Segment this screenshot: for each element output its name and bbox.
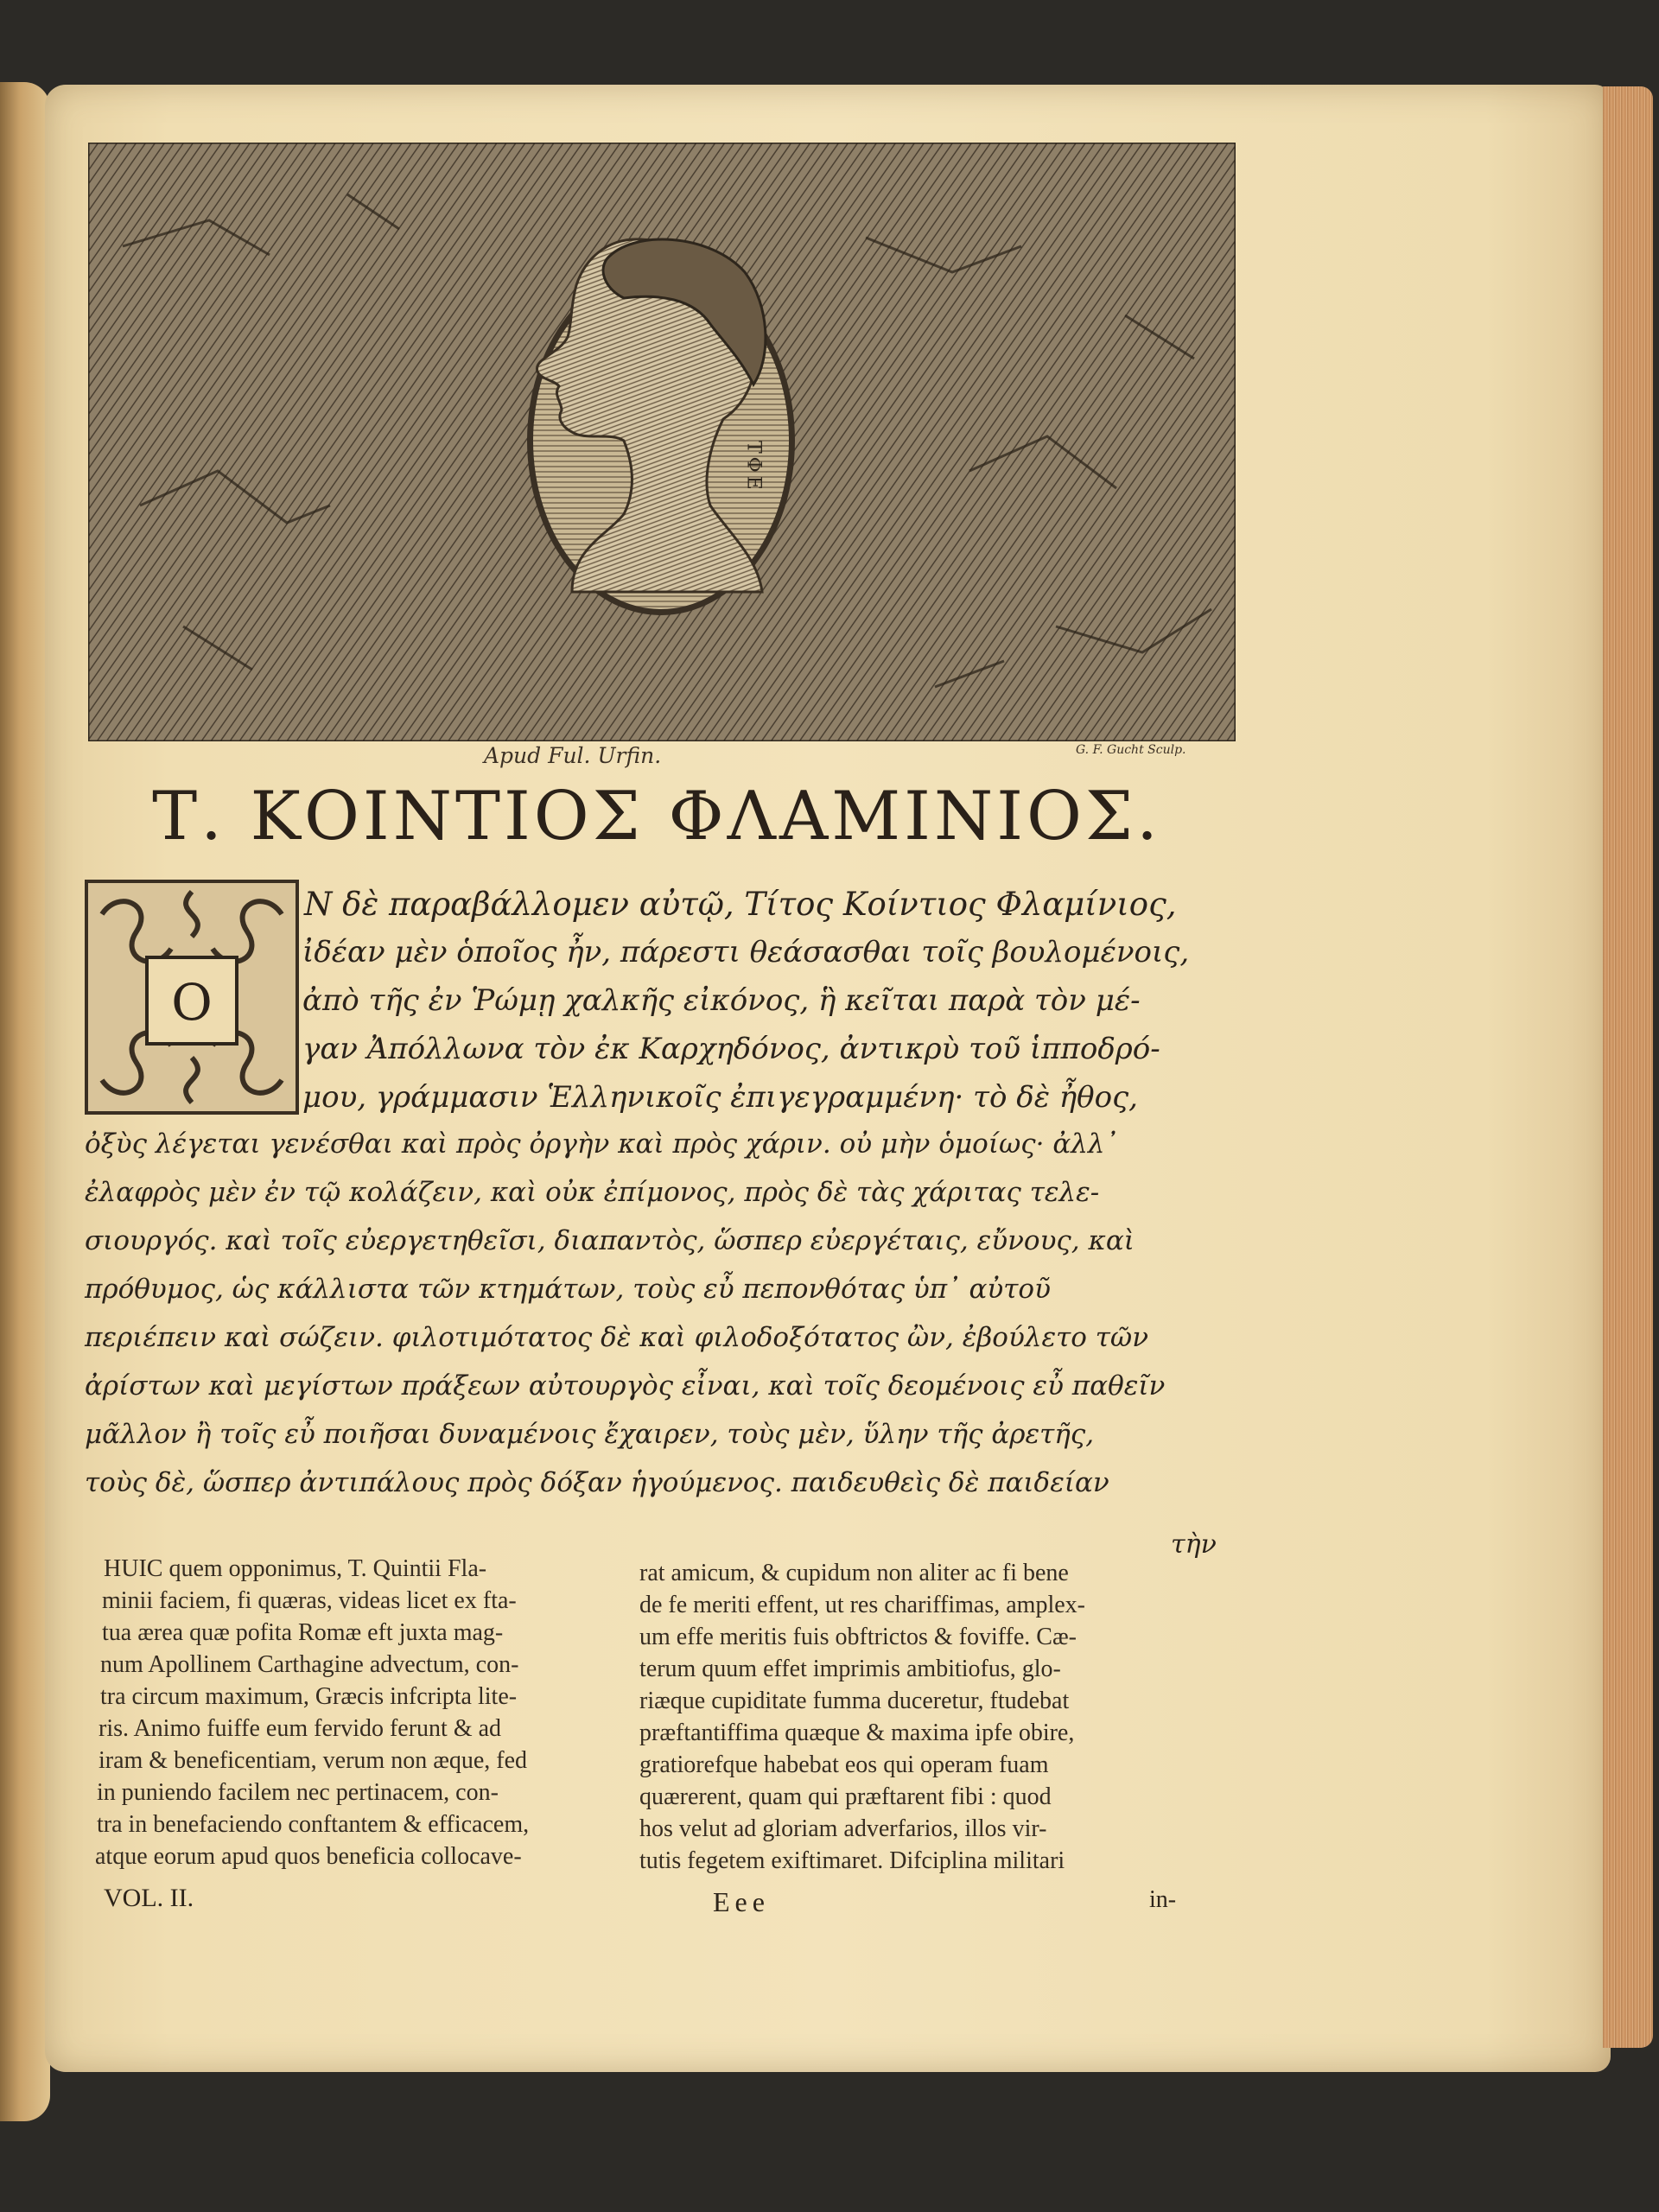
latin-line: tutis fegetem exiftimaret. Difciplina militari: [639, 1847, 1065, 1874]
latin-line: terum quum effet imprimis ambitiofus, glo-: [639, 1656, 1061, 1682]
latin-line: de fe meriti effent, ut res chariffimas, amplex-: [639, 1592, 1085, 1618]
latin-line: num Apollinem Carthagine advectum, con-: [100, 1651, 519, 1678]
greek-line: μου, γράμμασιν Ἑλληνικοῖς ἐπιγεγραμμένη· τὸ δὲ ἦθος,: [302, 1080, 1138, 1115]
greek-line: μᾶλλον ἢ τοῖς εὖ ποιῆσαι δυναμένοις ἔχαιρεν, τοὺς μὲν, ὕλην τῆς ἀρετῆς,: [85, 1419, 1095, 1450]
latin-line: quærerent, quam qui præftarent fibi : quod: [639, 1783, 1052, 1810]
volume-mark: VOL. II.: [104, 1884, 194, 1912]
greek-line: γαν Ἀπόλλωνα τὸν ἐκ Καρχηδόνος, ἀντικρὺ τοῦ ἱπποδρό-: [302, 1032, 1160, 1066]
greek-line: ἀρίστων καὶ μεγίστων πράξεων αὐτουργὸς εἶναι, καὶ τοῖς δεομένοις εὖ παθεῖν: [85, 1370, 1166, 1402]
greek-line: πρόθυμος, ὡς κάλλιστα τῶν κτημάτων, τοὺς εὖ πεπονθότας ὑπ᾽ αὐτοῦ: [85, 1274, 1051, 1305]
latin-line: tra in benefaciendo conftantem & efficacem,: [97, 1811, 530, 1838]
drop-cap-letter: O: [171, 973, 213, 1032]
greek-line: ἀπὸ τῆς ἐν Ῥώμῃ χαλκῆς εἰκόνος, ἣ κεῖται παρὰ τὸν μέ-: [302, 983, 1141, 1018]
latin-line: HUIC quem opponimus, T. Quintii Fla-: [104, 1555, 487, 1582]
page-title: Τ. ΚΟΙΝΤΙΟΣ ΦΛΑΜΙΝΙΟΣ.: [152, 778, 1161, 855]
engraving-caption-left: Apud Ful. Urfin.: [484, 743, 662, 768]
latin-line: tua ærea quæ pofita Romæ eft juxta mag-: [102, 1619, 504, 1646]
latin-line: um effe meritis fuis obftrictos & foviffe. Cæ-: [639, 1624, 1077, 1650]
latin-line: atque eorum apud quos beneficia collocave-: [95, 1843, 522, 1870]
latin-line: rat amicum, & cupidum non aliter ac fi bene: [639, 1560, 1069, 1586]
greek-line: Ν δὲ παραβάλλομεν αὐτῷ, Τίτος Κοίντιος Φλαμίνιος,: [304, 886, 1177, 923]
greek-line: περιέπειν καὶ σώζειν. φιλοτιμότατος δὲ καὶ φιλοδοξότατος ὢν, ἐβούλετο τῶν: [85, 1322, 1149, 1353]
latin-line: hos velut ad gloriam adverfarios, illos vir-: [639, 1815, 1047, 1842]
greek-line: ἰδέαν μὲν ὁποῖος ἦν, πάρεστι θεάσασθαι τοῖς βουλομένοις,: [302, 935, 1190, 969]
latin-line: præftantiffima quæque & maxima ipfe obire,: [639, 1719, 1075, 1746]
portrait-inscription: ΤΦΕ: [742, 441, 765, 493]
greek-line: σιουργός. καὶ τοῖς εὐεργετηθεῖσι, διαπαντὸς, ὥσπερ εὐεργέταις, εὔνους, καὶ: [85, 1225, 1135, 1256]
greek-catchword: τὴν: [1171, 1529, 1217, 1560]
greek-line: ἐλαφρὸς μὲν ἐν τῷ κολάζειν, καὶ οὐκ ἐπίμονος, πρὸς δὲ τὰς χάριτας τελε-: [85, 1177, 1100, 1208]
latin-line: minii faciem, fi quæras, videas licet ex fta-: [102, 1587, 517, 1614]
engraving-caption-right: G. F. Gucht Sculp.: [1076, 743, 1186, 757]
latin-line: gratiorefque habebat eos qui operam fuam: [639, 1751, 1049, 1778]
ornamental-drop-cap: [85, 880, 299, 1115]
page-block-edge: [1603, 86, 1653, 2048]
left-page-edge: [0, 82, 50, 2121]
latin-line: ris. Animo fuiffe eum fervido ferunt & ad: [99, 1715, 502, 1742]
latin-catchword: in-: [1149, 1886, 1177, 1913]
latin-line: in puniendo facilem nec pertinacem, con-: [97, 1779, 499, 1806]
signature-mark: Eee: [713, 1886, 770, 1917]
latin-line: riæque cupiditate fumma duceretur, ftudebat: [639, 1688, 1070, 1714]
greek-line: τοὺς δὲ, ὥσπερ ἀντιπάλους πρὸς δόξαν ἡγούμενος. παιδευθεὶς δὲ παιδείαν: [85, 1467, 1109, 1498]
latin-line: tra circum maximum, Græcis infcripta lite-: [100, 1683, 518, 1710]
latin-line: iram & beneficentiam, verum non æque, fed: [99, 1747, 528, 1774]
portrait-engraving: [88, 143, 1236, 741]
greek-line: ὀξὺς λέγεται γενέσθαι καὶ πρὸς ὀργὴν καὶ πρὸς χάριν. οὐ μὴν ὁμοίως· ἀλλ᾽: [85, 1128, 1119, 1160]
